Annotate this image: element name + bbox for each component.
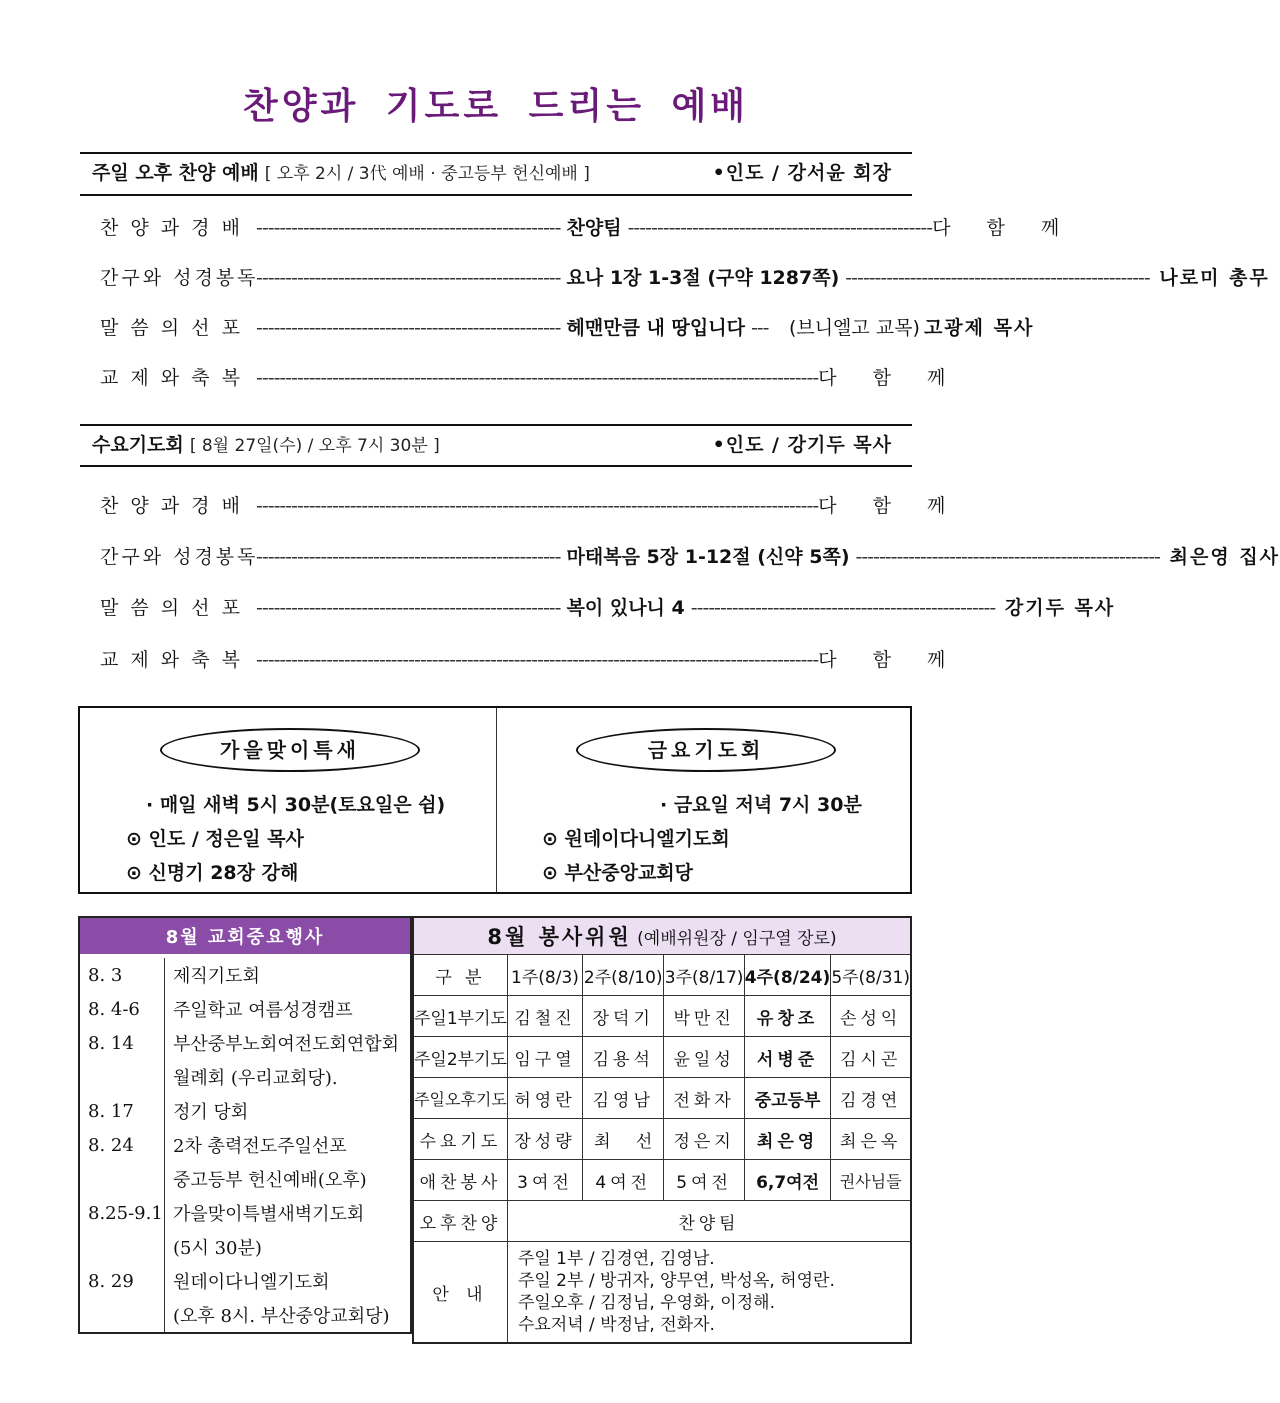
- event-text: 원데이다니엘기도회: [173, 1272, 330, 1293]
- event-date: [79, 1060, 165, 1094]
- service-cell: 김영남: [583, 1078, 664, 1119]
- week-header: 3주(8/17): [664, 955, 744, 996]
- order-label: 찬 양 과 경 배: [100, 495, 243, 517]
- service-cell: 김경연: [831, 1078, 911, 1119]
- event-text: 중고등부 헌신예배(오후): [173, 1170, 367, 1191]
- sunday-service-header: [92, 152, 892, 194]
- service-role: 주일1부기도: [413, 996, 507, 1037]
- service-role: 오후찬양: [413, 1201, 507, 1242]
- dash-leader: ----------------------------------------------------: [690, 597, 996, 619]
- dash-leader: ------------------------------------------------------------------------------------------------: [256, 649, 819, 671]
- service-cell: 서병준: [744, 1037, 831, 1078]
- event-date: 8. 14: [79, 1026, 165, 1060]
- service-header-note: (예배위원장 / 임구열 장로): [637, 929, 837, 949]
- order-row: [100, 640, 946, 680]
- order-note: (브니엘고 교목): [788, 317, 920, 339]
- service-role: 애찬봉사: [413, 1160, 507, 1201]
- order-content: 마태복음 5장 1-12절 (신약 5쪽): [566, 546, 850, 568]
- notice-line: 수요저녁 / 박정남, 전화자.: [517, 1315, 715, 1335]
- event-text: 월례회 (우리교회당).: [173, 1068, 338, 1089]
- service-week-row: [413, 955, 911, 996]
- event-row: [79, 958, 411, 992]
- service-cell: 김용석: [583, 1037, 664, 1078]
- service-row: [413, 1037, 911, 1078]
- event-row: [79, 1230, 411, 1264]
- order-person: 다 함 께: [818, 649, 946, 671]
- order-person: 다 함 께: [818, 367, 946, 389]
- service-cell: 정은지: [664, 1119, 744, 1160]
- service-cell: 5여전: [664, 1160, 744, 1201]
- wednesday-service-detail: [ 8월 27일(수) / 오후 7시 30분 ]: [189, 436, 440, 456]
- order-row: [100, 208, 1060, 248]
- service-row: [413, 1078, 911, 1119]
- service-cell: 김시곤: [831, 1037, 911, 1078]
- event-row: [79, 1128, 411, 1162]
- service-role: 수요기도: [413, 1119, 507, 1160]
- dash-leader: ----------------------------------------------------: [256, 267, 561, 289]
- week-header: 5주(8/31): [831, 955, 911, 996]
- autumn-prayer-title: 가을맞이특새: [160, 728, 420, 772]
- service-praise-row: [413, 1201, 911, 1242]
- dash-leader: ---: [750, 317, 769, 339]
- order-row: [100, 537, 1280, 577]
- divider: [80, 465, 912, 467]
- order-label: 간구와 성경봉독: [100, 546, 259, 568]
- event-date: [79, 1230, 165, 1264]
- event-date: 8. 3: [79, 958, 165, 992]
- order-label: 말 씀 의 선 포: [100, 317, 243, 339]
- dash-leader: ----------------------------------------------------: [855, 546, 1161, 568]
- service-cell: 김철진: [507, 996, 582, 1037]
- dash-leader: ----------------------------------------------------: [256, 317, 561, 339]
- special-prayer-box: [78, 706, 912, 894]
- friday-prayer-place: ⊙ 부산중앙교회당: [542, 862, 694, 884]
- event-text: (5시 30분): [173, 1238, 262, 1259]
- event-date: 8. 4-6: [79, 992, 165, 1026]
- service-row: [413, 1160, 911, 1201]
- service-praise-value: 찬양팀: [507, 1201, 911, 1242]
- order-row: [100, 308, 1035, 348]
- wednesday-service-header: [92, 424, 892, 466]
- box-divider: [496, 708, 497, 892]
- events-header: 8월 교회중요행사: [79, 917, 411, 954]
- event-date: 8. 24: [79, 1128, 165, 1162]
- notice-line: 주일 1부 / 김경연, 김영남.: [517, 1249, 715, 1269]
- order-content: 찬양팀: [566, 217, 622, 239]
- service-row: [413, 996, 911, 1037]
- sunday-service-leader: •인도 / 강서윤 회장: [712, 162, 892, 184]
- service-table: [412, 916, 912, 1344]
- event-row: [79, 1196, 411, 1230]
- notice-line: 주일 2부 / 방귀자, 양무연, 박성옥, 허영란.: [517, 1271, 835, 1291]
- event-date: 8. 17: [79, 1094, 165, 1128]
- autumn-prayer-topic: ⊙ 신명기 28장 강해: [126, 862, 299, 884]
- order-row: [100, 486, 946, 526]
- service-cell: 임구열: [507, 1037, 582, 1078]
- order-label: 간구와 성경봉독: [100, 267, 259, 289]
- wednesday-service-name: 수요기도회: [92, 434, 184, 456]
- service-cell: 장덕기: [583, 996, 664, 1037]
- week-header: 2주(8/10): [583, 955, 664, 996]
- events-table: [78, 916, 412, 1334]
- order-label: 찬 양 과 경 배: [100, 217, 243, 239]
- autumn-prayer-time: · 매일 새벽 5시 30분(토요일은 쉼): [146, 794, 446, 816]
- service-cell: 권사님들: [831, 1160, 911, 1201]
- order-row: [100, 358, 946, 398]
- event-date: [79, 1162, 165, 1196]
- service-cell: 장성량: [507, 1119, 582, 1160]
- event-text: 주일학교 여름성경캠프: [173, 1000, 353, 1021]
- service-header-title: 8월 봉사위원: [487, 925, 632, 949]
- order-person: 강기두 목사: [1004, 597, 1116, 619]
- event-row: [79, 1060, 411, 1094]
- service-row: [413, 1119, 911, 1160]
- order-label: 교 제 와 축 복: [100, 649, 243, 671]
- sunday-service-detail: [ 오후 2시 / 3代 예배 · 중고등부 헌신예배 ]: [264, 164, 590, 184]
- order-person: 최은영 집사: [1169, 546, 1280, 568]
- service-cell: 6,7여전: [744, 1160, 831, 1201]
- order-row: [100, 258, 1270, 298]
- service-cell: 최은영: [744, 1119, 831, 1160]
- week-header: 1주(8/3): [507, 955, 582, 996]
- autumn-prayer-leader: ⊙ 인도 / 정은일 목사: [126, 828, 304, 850]
- service-notice-label: 안 내: [413, 1242, 507, 1344]
- order-content: 헤맨만큼 내 땅입니다: [566, 317, 745, 339]
- week-header: 4주(8/24): [744, 955, 831, 996]
- service-cell: 4여전: [583, 1160, 664, 1201]
- service-cell: 유창조: [744, 996, 831, 1037]
- order-label: 말 씀 의 선 포: [100, 597, 243, 619]
- order-person: 다 함 께: [818, 495, 946, 517]
- service-cell: 허영란: [507, 1078, 582, 1119]
- service-cell: 박만진: [664, 996, 744, 1037]
- service-cell: 손성익: [831, 996, 911, 1037]
- order-person: 고광제 목사: [923, 317, 1035, 339]
- event-text: 가을맞이특별새벽기도회: [173, 1204, 365, 1225]
- event-date: 8.25-9.1: [79, 1196, 165, 1230]
- service-notice-list: [507, 1242, 911, 1344]
- service-col-label: 구 분: [413, 955, 507, 996]
- service-cell: 3여전: [507, 1160, 582, 1201]
- service-notice-row: [413, 1242, 911, 1344]
- wednesday-service-leader: •인도 / 강기두 목사: [712, 434, 892, 456]
- dash-leader: ------------------------------------------------------------------------------------------------: [256, 367, 819, 389]
- friday-prayer-title: 금요기도회: [576, 728, 836, 772]
- divider: [80, 194, 912, 196]
- service-cell: 최은옥: [831, 1119, 911, 1160]
- event-row: [79, 1298, 411, 1333]
- event-text: (오후 8시. 부산중앙교회당): [173, 1306, 390, 1327]
- order-content: 복이 있나니 4: [566, 597, 685, 619]
- event-date: [79, 1298, 165, 1333]
- service-role: 주일오후기도: [413, 1078, 507, 1119]
- notice-line: 주일오후 / 김정님, 우영화, 이정해.: [517, 1293, 775, 1313]
- event-row: [79, 1264, 411, 1298]
- dash-leader: ----------------------------------------------------: [845, 267, 1150, 289]
- dash-leader: ----------------------------------------------------: [256, 217, 561, 239]
- event-row: [79, 992, 411, 1026]
- friday-prayer-time: · 금요일 저녁 7시 30분: [660, 794, 862, 816]
- friday-prayer-name: ⊙ 원데이다니엘기도회: [542, 828, 730, 850]
- service-cell: 최 선: [583, 1119, 664, 1160]
- event-text: 제직기도회: [173, 966, 260, 987]
- service-cell: 윤일성: [664, 1037, 744, 1078]
- event-text: 부산중부노회여전도회연합회: [173, 1034, 400, 1055]
- event-text: 정기 당회: [173, 1102, 249, 1123]
- dash-leader: ----------------------------------------------------: [256, 597, 561, 619]
- dash-leader: ----------------------------------------------------: [627, 217, 933, 239]
- sunday-service-name: 주일 오후 찬양 예배: [92, 162, 259, 184]
- order-person: 다 함 께: [932, 217, 1060, 239]
- event-text: 2차 총력전도주일선포: [173, 1136, 347, 1157]
- dash-leader: ------------------------------------------------------------------------------------------------: [256, 495, 819, 517]
- page-title: 찬양과 기도로 드리는 예배: [242, 86, 750, 127]
- event-row: [79, 1094, 411, 1128]
- order-row: [100, 588, 1116, 628]
- service-header: [413, 917, 911, 955]
- dash-leader: ----------------------------------------------------: [256, 546, 561, 568]
- order-person: 나로미 총무: [1159, 267, 1270, 289]
- event-row: [79, 1162, 411, 1196]
- event-date: 8. 29: [79, 1264, 165, 1298]
- service-cell: 전화자: [664, 1078, 744, 1119]
- order-content: 요나 1장 1-3절 (구약 1287쪽): [566, 267, 840, 289]
- order-label: 교 제 와 축 복: [100, 367, 243, 389]
- service-role: 주일2부기도: [413, 1037, 507, 1078]
- service-cell: 중고등부: [744, 1078, 831, 1119]
- event-row: [79, 1026, 411, 1060]
